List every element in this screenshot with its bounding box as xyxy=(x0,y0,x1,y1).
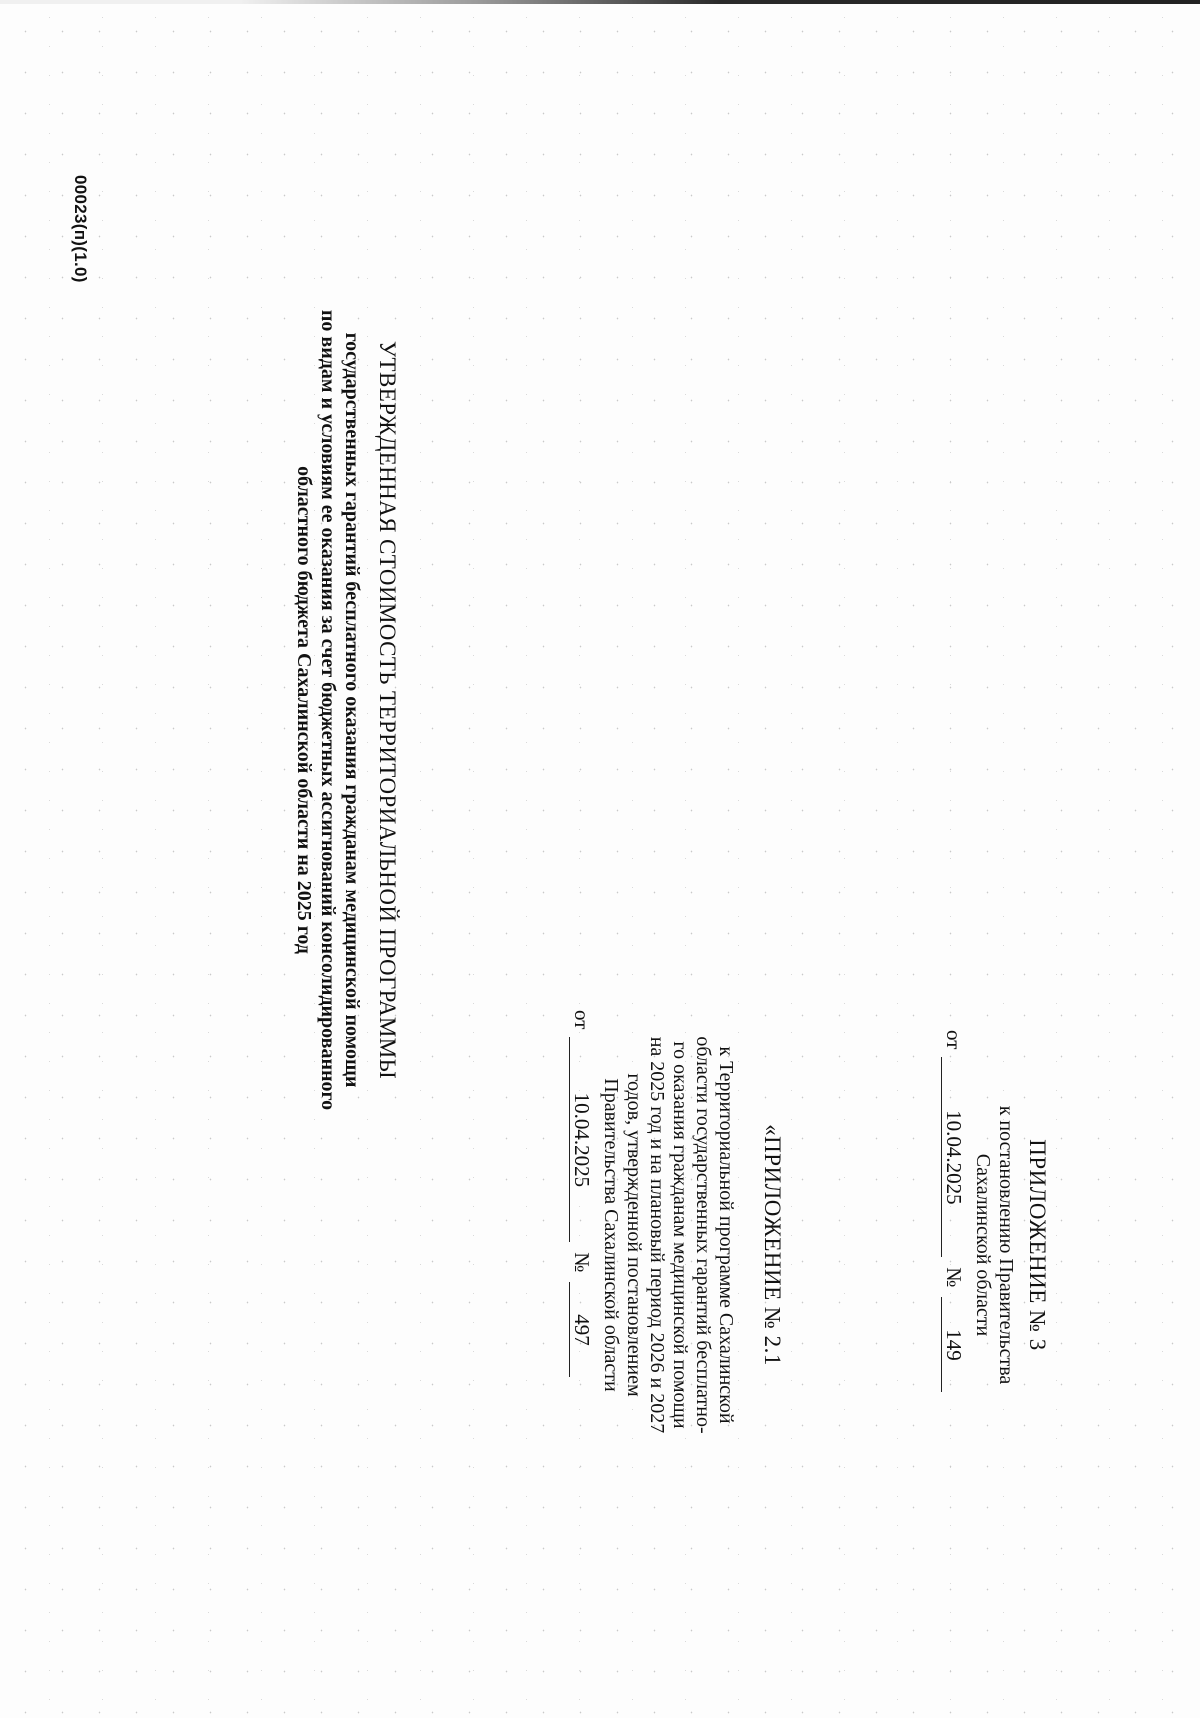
attachment-main-title: ПРИЛОЖЕНИЕ № 3 xyxy=(1025,1139,1050,1351)
attachment-main-signature-row xyxy=(941,1030,969,1465)
attachment-sub-signature-row xyxy=(569,1010,597,1460)
attachment-sub-line: к Территориальной программе Сахалинской xyxy=(715,1046,737,1424)
attachment-sub-number-label: № xyxy=(570,1252,594,1273)
attachment-sub-body xyxy=(599,1010,737,1460)
heading-subtitle-line: по видам и условиям ее оказания за счет бюджетных ассигнований консолидированного xyxy=(317,309,339,1111)
document-code: 00023(п)(1.0) xyxy=(71,175,90,283)
attachment-main-line1: к постановлению Правительства xyxy=(995,1105,1017,1385)
heading-subtitle-line: государственных гарантий бесплатного оказания гражданам медицинской помощи xyxy=(341,332,363,1088)
attachment-sub-line: Правительства Сахалинской области xyxy=(600,1078,622,1392)
attachment-main-from-label: от xyxy=(942,1030,966,1050)
attachment-main-line2: Сахалинской области xyxy=(972,1153,994,1337)
attachment-sub-block xyxy=(569,1010,785,1460)
document-heading xyxy=(292,165,400,1255)
attachment-main-date: 10.04.2025 xyxy=(941,1057,966,1257)
attachment-sub-line: области государственных гарантий бесплатно- xyxy=(692,1036,714,1434)
attachment-sub-date: 10.04.2025 xyxy=(569,1037,594,1242)
attachment-sub-number: 497 xyxy=(569,1282,594,1377)
attachment-sub-line: на 2025 год и на плановый период 2026 и 2027 xyxy=(646,1036,668,1434)
attachment-main-number-label: № xyxy=(942,1267,966,1288)
heading-subtitle-line: областного бюджета Сахалинской области на 2025 год xyxy=(293,466,315,954)
attachment-sub-from-label: от xyxy=(570,1010,594,1030)
attachment-main-block xyxy=(941,1025,1050,1465)
attachment-main-number: 149 xyxy=(941,1297,966,1392)
heading-title: УТВЕРЖДЕННАЯ СТОИМОСТЬ ТЕРРИТОРИАЛЬНОЙ ПРОГРАММЫ xyxy=(375,340,400,1080)
attachment-sub-line: годов, утвержденной постановлением xyxy=(623,1073,645,1397)
attachment-sub-line: го оказания гражданам медицинской помощи xyxy=(669,1041,691,1429)
attachment-sub-title: «ПРИЛОЖЕНИЕ № 2.1 xyxy=(760,1124,785,1366)
